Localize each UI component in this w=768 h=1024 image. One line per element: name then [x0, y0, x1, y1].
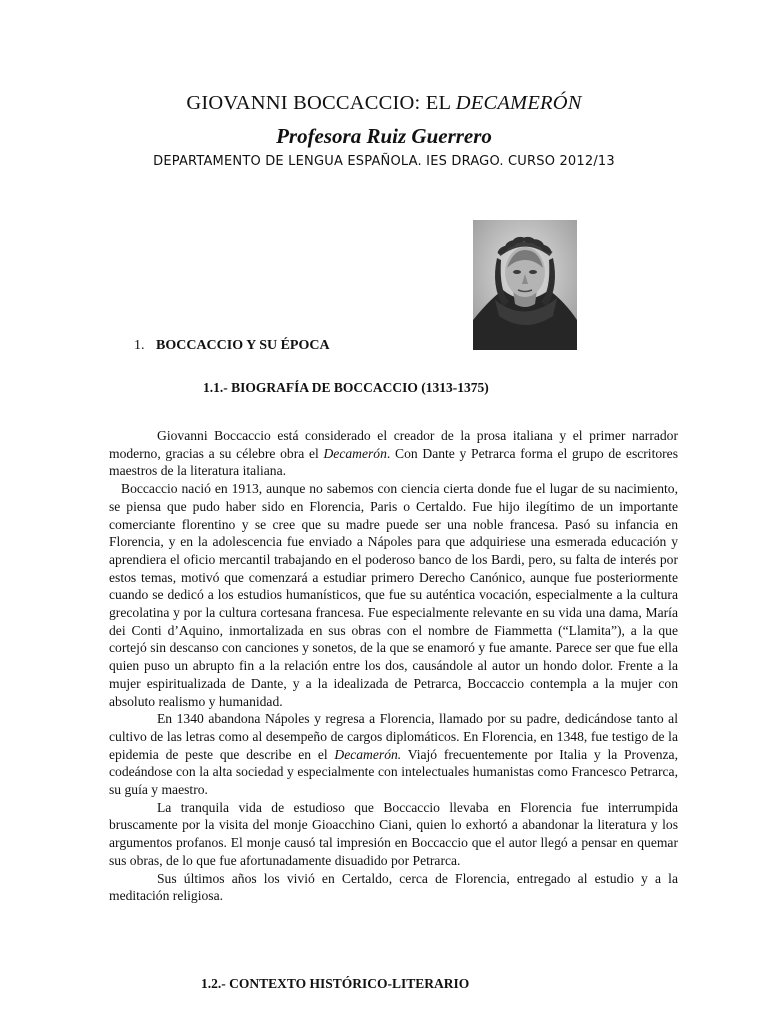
department-line: DEPARTAMENTO DE LENGUA ESPAÑOLA. IES DRAGO. CURSO 2012/13 — [153, 154, 615, 169]
paragraph-3-text-a: En 1340 abandona Nápoles y regresa a Florencia, llamado por su padre, dedicándose tanto al cultivo de las letras como al desempeño de cargos diplomáticos. En Florencia, en 1348, fue testigo de la epidemia de peste que describe en el — [109, 711, 678, 762]
paragraph-3-text-b: Viajó frecuentemente por Italia y la Provenza, codeándose con la alta sociedad y especialmente con intelectuales humanistas como Francesco Petrarca, su guía y maestro. — [109, 746, 678, 798]
author-line: Profesora Ruiz Guerrero — [276, 124, 492, 148]
paragraph-1 — [109, 427, 678, 480]
paragraph-1-work: Decamerón — [323, 445, 387, 461]
paragraph-5: Sus últimos años los vivió en Certaldo, cerca de Florencia, entregado al estudio y a la meditación religiosa. — [109, 870, 678, 904]
title-prefix: GIOVANNI BOCCACCIO: EL — [186, 92, 456, 114]
section-1-number: 1. — [134, 338, 145, 353]
paragraph-1-text-a: Giovanni Boccaccio está considerado el creador de la prosa italiana y el primer narrador moderno, gracias a su célebre obra el — [109, 428, 678, 461]
subsection-1-1-heading: 1.1.- BIOGRAFÍA DE BOCCACCIO (1313-1375) — [203, 380, 489, 395]
section-1-title: BOCCACCIO Y SU ÉPOCA — [156, 338, 330, 353]
section-1-heading — [134, 338, 330, 354]
document-title — [0, 92, 768, 115]
paragraph-3-work: Decamerón. — [334, 746, 402, 762]
subsection-1-2-heading: 1.2.- CONTEXTO HISTÓRICO-LITERARIO — [201, 976, 470, 991]
paragraph-2: Boccaccio nació en 1913, aunque no sabemos con ciencia cierta donde fue el lugar de su nacimiento, se piensa que pudo haber sido en Florencia, Paris o Certaldo. Fue hijo ilegítimo de un importante comerciante florentino y se cree que su madre puede ser una noble francesa. Pasó su infancia en Florencia, y en la adolescencia fue enviado a Nápoles para que adquiriese una esmerada educación y aprendiera el oficio mercantil trabajando en el poderoso banco de los Bardi, pero, su falta de interés por estos temas, motivó que comenzará a estudiar primero Derecho Canónico, aunque fue posteriormente cuando se dedicó a los estudios humanísticos, que fue su auténtica vocación, especialmente a la cultura grecolatina y por la cultura cortesana francesa. Fue especialmente relevante en su vida una dama, María dei Conti d’Aquino, inmortalizada en sus obras con el nombre de Fiammetta (“Llamita”), a la que cortejó sin descanso con canciones y sonetos, de la que se enamoró y fue amante. Parece ser que fue ella quien puso un abrupto fin a la relación entre los dos, causándole al autor un hondo dolor. Frente a la mujer espiritualizada de Dante, y a la idealizada de Petrarca, Boccaccio contempla a la mujer con absoluto realismo y humanidad. — [109, 481, 678, 709]
biography-text — [109, 427, 678, 905]
paragraph-4: La tranquila vida de estudioso que Boccaccio llevaba en Florencia fue interrumpida bruscamente por la visita del monje Gioacchino Ciani, quien lo exhortó a abandonar la literatura y los argumentos profanos. El monje causó tal impresión en Boccaccio que el autor llegó a pensar en quemar sus obras, de lo que fue afortunadamente disuadido por Petrarca. — [109, 799, 678, 868]
paragraph-1-text-b: . Con Dante y Petrarca forma el grupo de escritores maestros de la literatura italiana. — [109, 445, 678, 479]
title-work: DECAMERÓN — [455, 92, 582, 114]
boccaccio-portrait-icon — [473, 220, 577, 350]
paragraph-3 — [109, 710, 678, 799]
